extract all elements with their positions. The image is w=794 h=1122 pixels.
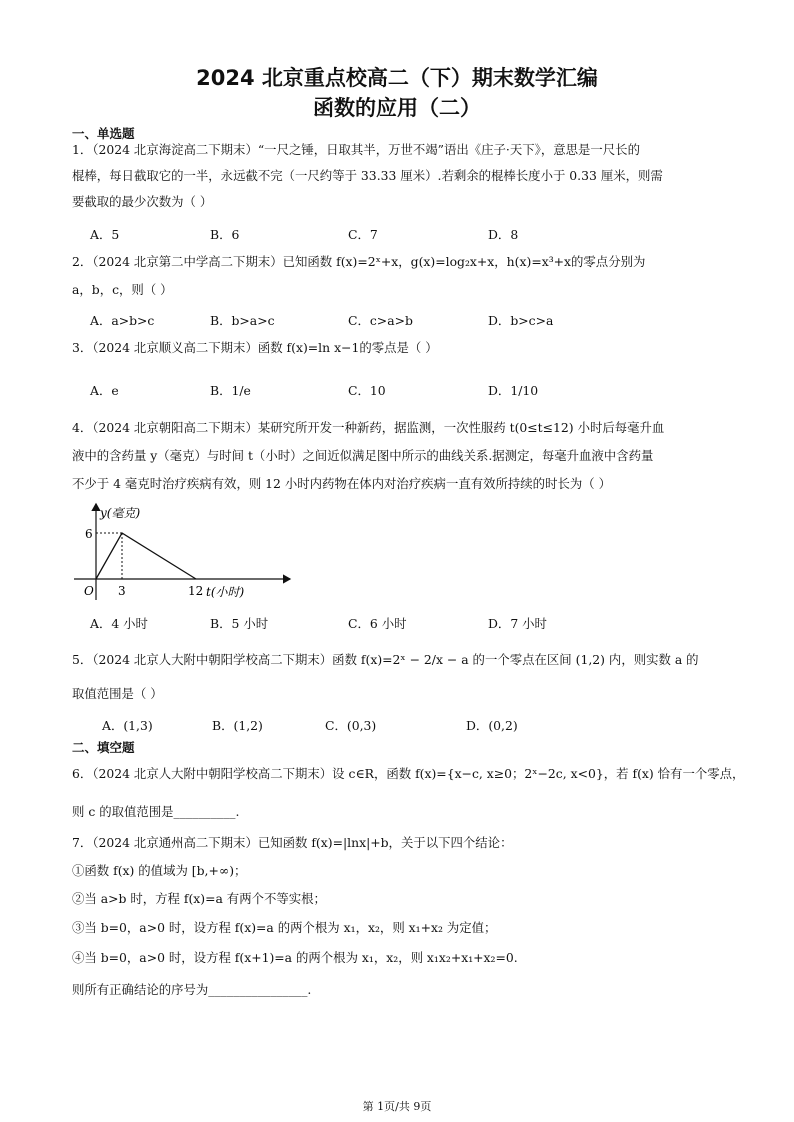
tick-3: 3 — [118, 584, 126, 598]
q7-statement-2: ②当 a>b 时，方程 f(x)=a 有两个不等实根； — [72, 891, 326, 906]
q4-option-d: D．7 小时 — [488, 616, 547, 631]
section-single-choice: 一、单选题 — [72, 126, 135, 141]
q3-option-d: D．1/10 — [488, 383, 539, 398]
q6-line1: 6．（2024 北京人大附中朝阳学校高二下期末）设 c∈R，函数 f(x)={x−c, x≥0；2ˣ−2c, x<0}，若 f(x) 恰有一个零点， — [72, 766, 745, 781]
q4-option-c: C．6 小时 — [348, 616, 407, 631]
q5-line2: 取值范围是（ ） — [72, 686, 163, 701]
q4-line1: 4．（2024 北京朝阳高二下期末）某研究所开发一种新药，据监测，一次性服药 t(0≤t≤12) 小时后每毫升血 — [72, 420, 665, 435]
q3-line1: 3．（2024 北京顺义高二下期末）函数 f(x)=ln x−1的零点是（ ） — [72, 340, 438, 355]
q7-line1: 7．（2024 北京通州高二下期末）已知函数 f(x)=|lnx|+b，关于以下四个结论： — [72, 835, 513, 850]
tick-6: 6 — [85, 527, 93, 541]
page-footer: 第 1页/共 9页 — [362, 1100, 432, 1113]
y-axis-label: y(毫克) — [100, 506, 141, 520]
q1-option-b: B．6 — [210, 227, 240, 242]
q5-option-a: A．(1,3) — [102, 718, 153, 733]
q4-line2: 液中的含药量 y（毫克）与时间 t（小时）之间近似满足图中所示的曲线关系.据测定，每毫升血液中含药量 — [72, 448, 654, 463]
q2-line2: a，b，c，则（ ） — [72, 282, 173, 297]
q1-option-d: D．8 — [488, 227, 519, 242]
q1-line3: 要截取的最少次数为（ ） — [72, 194, 213, 209]
q5-option-d: D．(0,2) — [466, 718, 518, 733]
q5-line1: 5．（2024 北京人大附中朝阳学校高二下期末）函数 f(x)=2ˣ − 2/x − a 的一个零点在区间 (1,2) 内，则实数 a 的 — [72, 652, 699, 667]
q5-option-c: C．(0,3) — [325, 718, 377, 733]
page-subtitle: 函数的应用（二） — [313, 96, 481, 120]
section-fill-blank: 二、填空题 — [72, 740, 135, 755]
q1-option-a: A．5 — [90, 227, 120, 242]
x-axis-label: t(小时) — [206, 585, 245, 599]
page-title: 2024 北京重点校高二（下）期末数学汇编 — [196, 66, 598, 90]
q3-option-a: A．e — [90, 383, 119, 398]
q7-answer-line: 则所有正确结论的序号为________________. — [72, 982, 312, 997]
q4-line3: 不少于 4 毫克时治疗疾病有效，则 12 小时内药物在体内对治疗疾病一直有效所持续的时长为（ ） — [72, 476, 611, 491]
q2-line1: 2．（2024 北京第二中学高二下期末）已知函数 f(x)=2ˣ+x，g(x)=log₂x+x，h(x)=x³+x的零点分别为 — [72, 254, 646, 269]
tick-12: 12 — [188, 584, 204, 598]
q2-option-d: D．b>c>a — [488, 313, 554, 328]
q1-line2: 棍棒，每日截取它的一半，永远截不完（一尺约等于 33.33 厘米）.若剩余的棍棒长度小于 0.33 厘米，则需 — [72, 168, 663, 183]
q4-option-a: A．4 小时 — [90, 616, 148, 631]
q6-line2: 则 c 的取值范围是__________. — [72, 804, 240, 819]
q2-option-c: C．c>a>b — [348, 313, 413, 328]
q7-statement-3: ③当 b=0，a>0 时，设方程 f(x)=a 的两个根为 x₁，x₂，则 x₁+x₂ 为定值； — [72, 920, 497, 935]
q3-option-b: B．1/e — [210, 383, 251, 398]
drug-curve — [96, 533, 196, 579]
q7-statement-4: ④当 b=0，a>0 时，设方程 f(x+1)=a 的两个根为 x₁，x₂，则 x₁x₂+x₁+x₂=0. — [72, 950, 518, 965]
q3-option-c: C．10 — [348, 383, 386, 398]
q7-statement-1: ①函数 f(x) 的值域为 [b,+∞)； — [72, 863, 247, 878]
origin-label: O — [84, 584, 94, 598]
q1-line1: 1．（2024 北京海淀高二下期末）“一尺之锤，日取其半，万世不竭”语出《庄子·天下》，意思是一尺长的 — [72, 142, 640, 157]
q4-option-b: B．5 小时 — [210, 616, 269, 631]
q4-graph — [66, 500, 296, 604]
q2-option-b: B．b>a>c — [210, 313, 275, 328]
q1-option-c: C．7 — [348, 227, 378, 242]
q5-option-b: B．(1,2) — [212, 718, 263, 733]
q2-option-a: A．a>b>c — [90, 313, 155, 328]
